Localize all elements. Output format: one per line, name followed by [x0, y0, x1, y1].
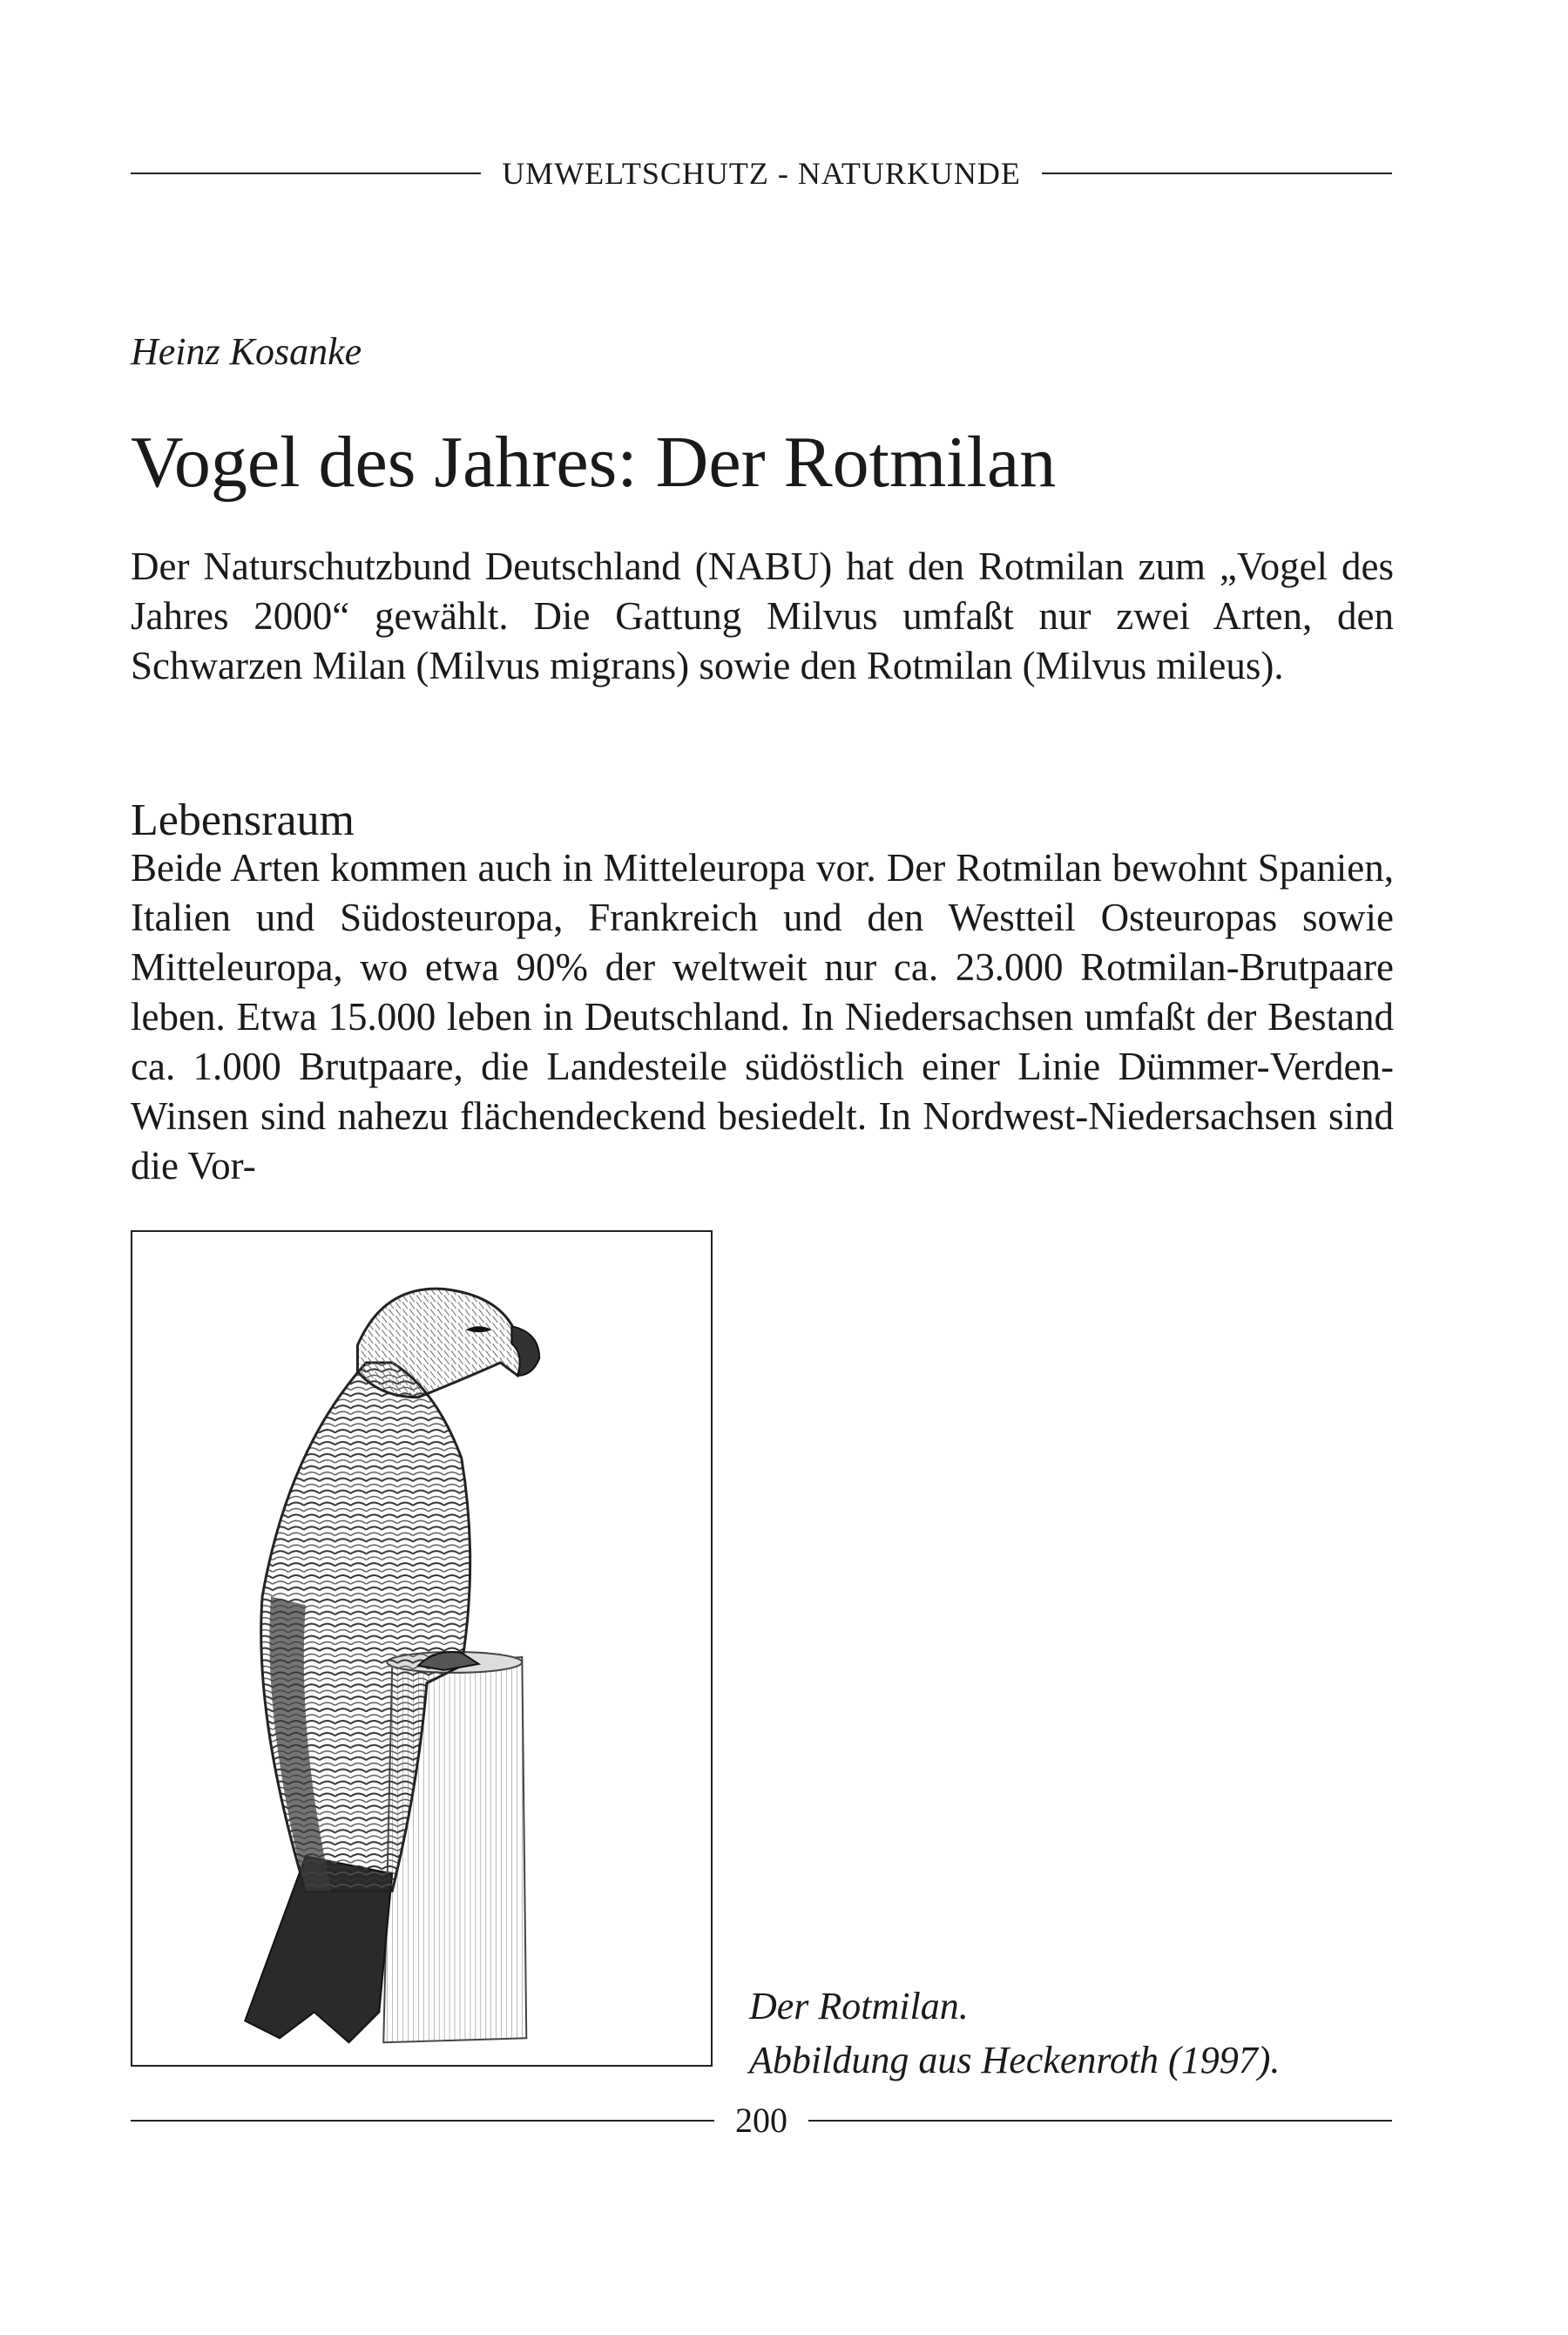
caption-line-2: Abbildung aus Heckenroth (1997). — [749, 2039, 1281, 2081]
running-header — [131, 155, 1392, 192]
figure-caption — [749, 1980, 1280, 2088]
figure-frame — [131, 1230, 713, 2067]
header-rule-left — [131, 173, 481, 174]
article-title: Vogel des Jahres: Der Rotmilan — [131, 422, 1057, 503]
footer-rule-right — [808, 2120, 1392, 2122]
page-footer — [131, 2100, 1392, 2141]
body-paragraph: Beide Arten kommen auch in Mitteleuropa vor. Der Rotmilan bewohnt Spanien, Italien und Südosteuropa, Frankreich und den Westteil Osteuropas sowie Mitteleuropa, wo etwa 90% der weltweit nur ca. 23.000 Rotmilan-Brutpaare leben. Etwa 15.000 leben in Deutschland. In Niedersachsen umfaßt der Bestand ca. 1.000 Brutpaare, die Landesteile südöstlich einer Linie Dümmer-Verden-Winsen sind nahezu flächendeckend besiedelt. In Nordwest-Niedersachsen sind die Vor- — [131, 846, 1394, 1188]
red-kite-illustration — [132, 1232, 711, 2065]
footer-rule-left — [131, 2120, 714, 2122]
page-number: 200 — [735, 2101, 787, 2140]
caption-line-1: Der Rotmilan. — [749, 1985, 969, 2027]
author-name: Heinz Kosanke — [131, 330, 362, 373]
header-rule-right — [1042, 173, 1392, 174]
intro-paragraph: Der Naturschutzbund Deutschland (NABU) hat den Rotmilan zum „Vogel des Jahres 2000“ gewählt. Die Gattung Milvus umfaßt nur zwei Arten, den Schwarzen Milan (Milvus migrans) sowie den Rotmilan (Milvus mileus). — [131, 545, 1394, 687]
section-heading: Lebensraum — [131, 795, 355, 845]
section-title: UMWELTSCHUTZ - NATURKUNDE — [502, 156, 1021, 191]
